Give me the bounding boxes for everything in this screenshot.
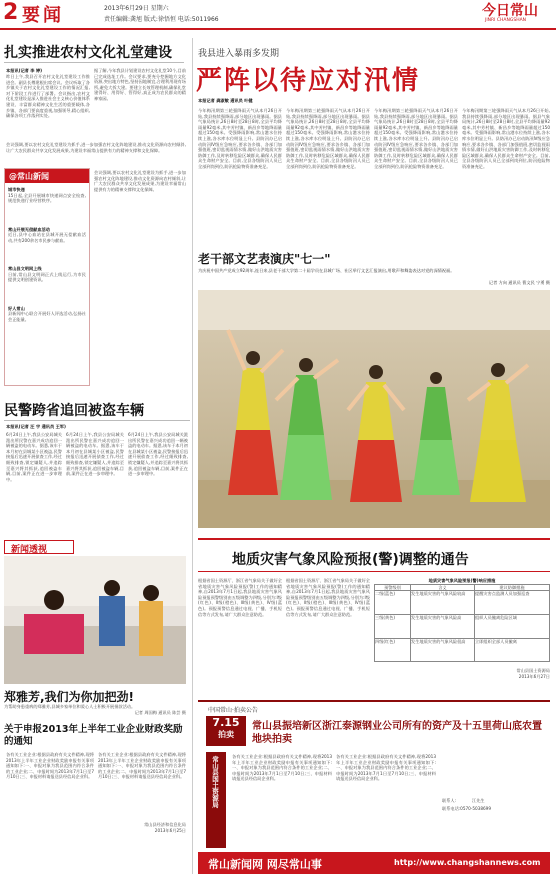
auction-badge-date: 7.15 (212, 716, 240, 729)
notice-title: 关于申报2013年上半年工业企业财政奖励的通知 (4, 724, 183, 747)
news-brief-banner (5, 169, 89, 183)
staff-line: 责任编辑:龚旭 版式:徐悟恒 电话:5011966 (104, 16, 219, 23)
table-cell: 立即组织全部人员撤离 (475, 639, 517, 645)
auction-contact-label: 联系人: (442, 798, 456, 803)
article4-title: 地质灾害气象风险预报(警)调整的通告 (232, 552, 469, 568)
list-item (8, 306, 86, 342)
list-item (8, 187, 86, 223)
list-item-text: 15日起,全县开展城市快递网点安全检查,规范快递行业经营秩序。 (8, 192, 86, 204)
photo-news-credit: 记者 周国梅 通讯员 陈芸 摄 (134, 710, 186, 715)
auction-org: 中国常山·拍卖公告 (208, 707, 258, 714)
donation-image (4, 556, 186, 684)
article4-signature: 常山县国土资源局 (516, 668, 550, 674)
article3-body-col3: 6月24日上午,我县公安局城关派出所民警在嘉兴成功追回一辆被盗的电动车。据悉,该车于本月初在县城某小区被盗,民警接报后迅速开展侦查工作,经过细致排查,锁定嫌疑人,并追踪至嘉兴将其抓获,追回被盗车辆,目前,案件正在进一步审理中。 (128, 432, 188, 477)
article2-body-col2: 今年梅汛期第三轮强降雨天气从本月26日开始,我县持续强降雨,部分地区出现暴雨。据县气象局统计,26日8时至28日8时,全县平均降雨量92毫米,其中芳村镇、新昌乡等地降雨量超过150毫米。受强降雨影响,常山港水位持续上涨,各水库水位明显上升。县防汛办已启动防汛Ⅳ级应急响应,要求各乡镇、各部门加强值班,密切监视雨情水情,做好山洪地质灾害防御工作,及时转移危险区域群众,确保人民群众生命财产安全。目前,全县各级防汛人员已全部到岗到位,防汛抢险物资准备充足。 (286, 108, 370, 169)
article3-body-col1: 6月24日上午,我县公安局城关派出所民警在嘉兴成功追回一辆被盗的电动车。据悉,该车于本月初在县城某小区被盗,民警接报后迅速开展侦查工作,经过细致排查,锁定嫌疑人,并追踪至嘉兴将其抓获,追回被盗车辆,目前,案件正在进一步审理中。 (6, 432, 62, 482)
list-item-text: 日前,常山县文明网正式上线运行,为市民提供文明创建资讯。 (8, 271, 86, 283)
brand-logo: 今日常山 (482, 3, 538, 19)
article3-byline: 本报讯(记者 汪 宇 通讯员 王军) (6, 424, 66, 429)
hazard-table-header (374, 584, 550, 591)
table-cell: 提醒灾害点监测人员加强巡查 (475, 591, 530, 597)
table-cell: 组织人员撤离危险区域 (475, 615, 517, 621)
news-brief-list (8, 187, 86, 341)
article1-col-a: 昨日上午,我县召开农村文化礼堂建设工作推进会。副县长傅建根出席会议。会议听取了各乡镇关于农村文化礼堂建设工作的情况汇报,对下阶段工作进行了部署。会议指出,农村文化礼堂建设是深入推进社会主义核心价值体系建设、丰富群众精神文化生活的重要载体,各乡镇、各部门要高度重视,加强领导,精心组织,确保各项工作落到实处。 (6, 74, 90, 119)
article3-divider (4, 420, 190, 421)
article2-body-col1: 今年梅汛期第三轮强降雨天气从本月26日开始,我县持续强降雨,部分地区出现暴雨。据县气象局统计,26日8时至28日8时,全县平均降雨量92毫米,其中芳村镇、新昌乡等地降雨量超过150毫米。受强降雨影响,常山港水位持续上涨,各水库水位明显上升。县防汛办已启动防汛Ⅳ级应急响应,要求各乡镇、各部门加强值班,密切监视雨情水情,做好山洪地质灾害防御工作,及时转移危险区域群众,确保人民群众生命财产安全。目前,全县各级防汛人员已全部到岗到位,防汛抢险物资准备充足。 (198, 108, 282, 169)
article2-byline: 本报记者 龚淑敏 通讯员 叶健 (198, 98, 253, 103)
notice-body-col2: 各有关工业企业:根据县政府有关文件精神,现将2013年上半年工业企业财政奖励申报有关事项通知如下:一、申报对象为我县范围内符合条件的工业企业;二、申报时间为2013年7月1日至7月10日;三、申报材料请报送县经信局企业科。 (98, 752, 186, 780)
article3-title: 民警跨省追回被盗车辆 (4, 403, 144, 419)
list-item-title: 好人常山 (8, 305, 25, 311)
masthead (0, 0, 556, 30)
article4-date: 2013年6月27日 (518, 673, 550, 679)
auction-contact: 江先生 (472, 798, 485, 803)
issue-date: 2013年6月29日 星期六 (104, 5, 169, 12)
table-cell: 发生地质灾害的气象风险高 (411, 615, 475, 638)
dancers-image (198, 290, 550, 528)
auction-phone: 联系电话:0570-5038699 (442, 806, 491, 811)
list-item-text: 县新闻中心联合开展好人评选活动,弘扬社会正能量。 (8, 311, 86, 322)
photo-article-credit: 记者 方向 通讯员 曹文民 宁勇 摄 (488, 280, 550, 285)
hazard-table-title: 地质灾害气象风险预报(警)响应措施 (428, 578, 496, 583)
auction-badge (206, 716, 246, 746)
article1-byline: 本报讯(记者 李 婷) (6, 68, 43, 73)
table-row (374, 590, 550, 614)
photo-news-title: 郑雅芳,我们为你加把劲! (4, 690, 135, 704)
photo-article-caption: 为庆祝中国共产党成立92周年,连日来,县老干部大学第二十届学员在县城广场、社区举行文艺汇报演出,用歌声和舞姿表达对党的深情祝福。 (198, 268, 455, 273)
article1-divider (4, 62, 184, 63)
table-row (374, 638, 550, 662)
list-item (8, 266, 86, 302)
column-divider (192, 38, 193, 874)
table-header-cell: 含义 (411, 585, 475, 591)
table-header-cell: 建议防御措施 (499, 584, 525, 590)
article2-body-col4: 今年梅汛期第三轮强降雨天气从本月26日开始,我县持续强降雨,部分地区出现暴雨。据县气象局统计,26日8时至28日8时,全县平均降雨量92毫米,其中芳村镇、新昌乡等地降雨量超过150毫米。受强降雨影响,常山港水位持续上涨,各水库水位明显上升。县防汛办已启动防汛Ⅳ级应急响应,要求各乡镇、各部门加强值班,密切监视雨情水情,做好山洪地质灾害防御工作,及时转移危险区域群众,确保人民群众生命财产安全。目前,全县各级防汛人员已全部到岗到位,防汛抢险物资准备充足。 (462, 108, 550, 169)
article3-body-col2: 6月24日上午,我县公安局城关派出所民警在嘉兴成功追回一辆被盗的电动车。据悉,该车于本月初在县城某小区被盗,民警接报后迅速开展侦查工作,经过细致排查,锁定嫌疑人,并追踪至嘉兴将其抓获,追回被盗车辆,目前,案件正在进一步审理中。 (66, 432, 124, 477)
auction-body-col1: 各有关工业企业:根据县政府有关文件精神,现将2013年上半年工业企业财政奖励申报有关事项通知如下:一、申报对象为我县范围内符合条件的工业企业;二、申报时间为2013年7月1日至7月10日;三、申报材料请报送县经信局企业科。 (232, 754, 332, 782)
brand-en: JINRI CHANGSHAN (485, 18, 527, 23)
auction-title: 常山县振培新区浙江泰源钢业公司所有的资产及十五里荷山底农置地块拍卖 (252, 721, 542, 745)
notice-body-col1: 各有关工业企业:根据县政府有关文件精神,现将2013年上半年工业企业财政奖励申报有关事项通知如下:一、申报对象为我县范围内符合条件的工业企业;二、申报时间为2013年7月1日至7月10日;三、申报材料请报送县经信局企业科。 (6, 752, 94, 780)
list-item (8, 227, 86, 263)
article1-col-c: 会议强调,要以农村文化礼堂建设为抓手,进一步加强农村文化阵地建设,推动文化资源向农村倾斜,让广大农民群众共享文化发展成果,为建设幸福常山提供有力的精神支撑和文化保障。 (6, 142, 186, 153)
photo-article-title: 老干部文艺表演庆"七一" (198, 252, 331, 266)
list-item-title: 常山县文明网上线 (8, 266, 42, 272)
table-cell: 发生地质灾害的气象风险较高 (411, 591, 475, 614)
table-header-cell: 预警级别 (375, 585, 411, 591)
news-brief-banner-label: @常山新闻 (9, 172, 49, 181)
table-cell: 发生地质灾害的气象风险很高 (411, 639, 475, 661)
table-cell: 四级(红色) (375, 639, 411, 661)
table-row (374, 614, 550, 638)
footer-url[interactable]: http://www.changshannews.com (394, 858, 541, 867)
dancer-icon (276, 358, 338, 500)
article2-body-col3: 今年梅汛期第三轮强降雨天气从本月26日开始,我县持续强降雨,部分地区出现暴雨。据县气象局统计,26日8时至28日8时,全县平均降雨量92毫米,其中芳村镇、新昌乡等地降雨量超过150毫米。受强降雨影响,常山港水位持续上涨,各水库水位明显上升。县防汛办已启动防汛Ⅳ级应急响应,要求各乡镇、各部门加强值班,密切监视雨情水情,做好山洪地质灾害防御工作,及时转移危险区域群众,确保人民群众生命财产安全。目前,全县各级防汛人员已全部到岗到位,防汛抢险物资准备充足。 (374, 108, 458, 169)
dance-photo (198, 290, 550, 528)
auction-ad (198, 700, 550, 850)
list-item-title: 城市快递 (8, 187, 25, 192)
table-cell: 三级(黄色) (375, 615, 411, 638)
notice-signature: 常山县经济和信息化局 (144, 822, 186, 827)
article2-title: 严阵以待应对汛情 (196, 66, 421, 96)
auction-side (206, 752, 226, 848)
page-number: 2 (3, 0, 19, 25)
notice-date: 2013年6月25日 (154, 828, 186, 833)
dancer-icon (412, 372, 460, 495)
hazard-table (374, 578, 550, 679)
article1-col-b: 据了解,今年我县计划建设农村文化礼堂10个,目前已完成选址工作。会议要求,要充分挖掘地方文化资源,突出地方特色,坚持因地制宜,合理利用现有场所,避免大拆大建。要建立长效管理机制,确保礼堂建得好、用得好、管得好,真正成为农民群众的精神家园。 (94, 68, 186, 101)
photo-news-caption: 为帮助身患重病的郑雅芳,县城多家单位和爱心人士积极开展捐款活动。 (4, 704, 136, 709)
footer-bar (198, 852, 550, 874)
list-item-text: 近日,县中心血站在县城开展无偿献血活动,共有200余名市民参与献血。 (8, 232, 86, 243)
section-title: 要闻 (22, 5, 64, 26)
article2-kicker: 我县进入暴雨多发期 (198, 49, 280, 59)
auction-badge-text: 拍卖 (218, 730, 234, 739)
photo-news-banner-label: 新闻透视 (11, 545, 48, 555)
news-brief-box (4, 168, 90, 386)
dancer-icon (348, 365, 404, 502)
auction-body-col2: 各有关工业企业:根据县政府有关文件精神,现将2013年上半年工业企业财政奖励申报有关事项通知如下:一、申报对象为我县范围内符合条件的工业企业;二、申报时间为2013年7月1日至7月10日;三、申报材料请报送县经信局企业科。 (336, 754, 436, 782)
dancer-icon (468, 363, 528, 502)
article4-body-col1: 根据省国土资源厅、浙江省气象局关于做好全省地质灾害气象风险预报(警)工作的通知精神,自2013年7月1日起,我县地质灾害气象风险预报预警级别由五级调整为四级,分别为:Ⅰ级(红色)、Ⅱ级(橙色)、Ⅲ级(黄色)、Ⅳ级(蓝色)。预报预警信息通过电视、广播、手机短信等方式发布,请广大群众注意防范。 (198, 578, 282, 617)
auction-side-label: 常山县国土资源局 (211, 756, 219, 808)
charity-photo (4, 556, 186, 684)
list-item-title: 常山开展无偿献血活动 (8, 226, 50, 232)
article4-title-box (198, 538, 550, 572)
footer-slogan: 常山新闻网 网尽常山事 (208, 858, 322, 871)
dancer-icon (228, 330, 283, 495)
photo-news-banner (4, 540, 74, 554)
table-cell: 二级(蓝色) (375, 591, 411, 614)
article1-title: 扎实推进农村文化礼堂建设 (4, 45, 172, 61)
article4-body-col2: 根据省国土资源厅、浙江省气象局关于做好全省地质灾害气象风险预报(警)工作的通知精神,自2013年7月1日起,我县地质灾害气象风险预报预警级别由五级调整为四级,分别为:Ⅰ级(红色)、Ⅱ级(橙色)、Ⅲ级(黄色)、Ⅳ级(蓝色)。预报预警信息通过电视、广播、手机短信等方式发布,请广大群众注意防范。 (286, 578, 370, 617)
brief-right-col: 会议强调,要以农村文化礼堂建设为抓手,进一步加强农村文化阵地建设,推动文化资源向农村倾斜,让广大农民群众共享文化发展成果,为建设幸福常山提供有力的精神支撑和文化保障。 (94, 170, 186, 192)
